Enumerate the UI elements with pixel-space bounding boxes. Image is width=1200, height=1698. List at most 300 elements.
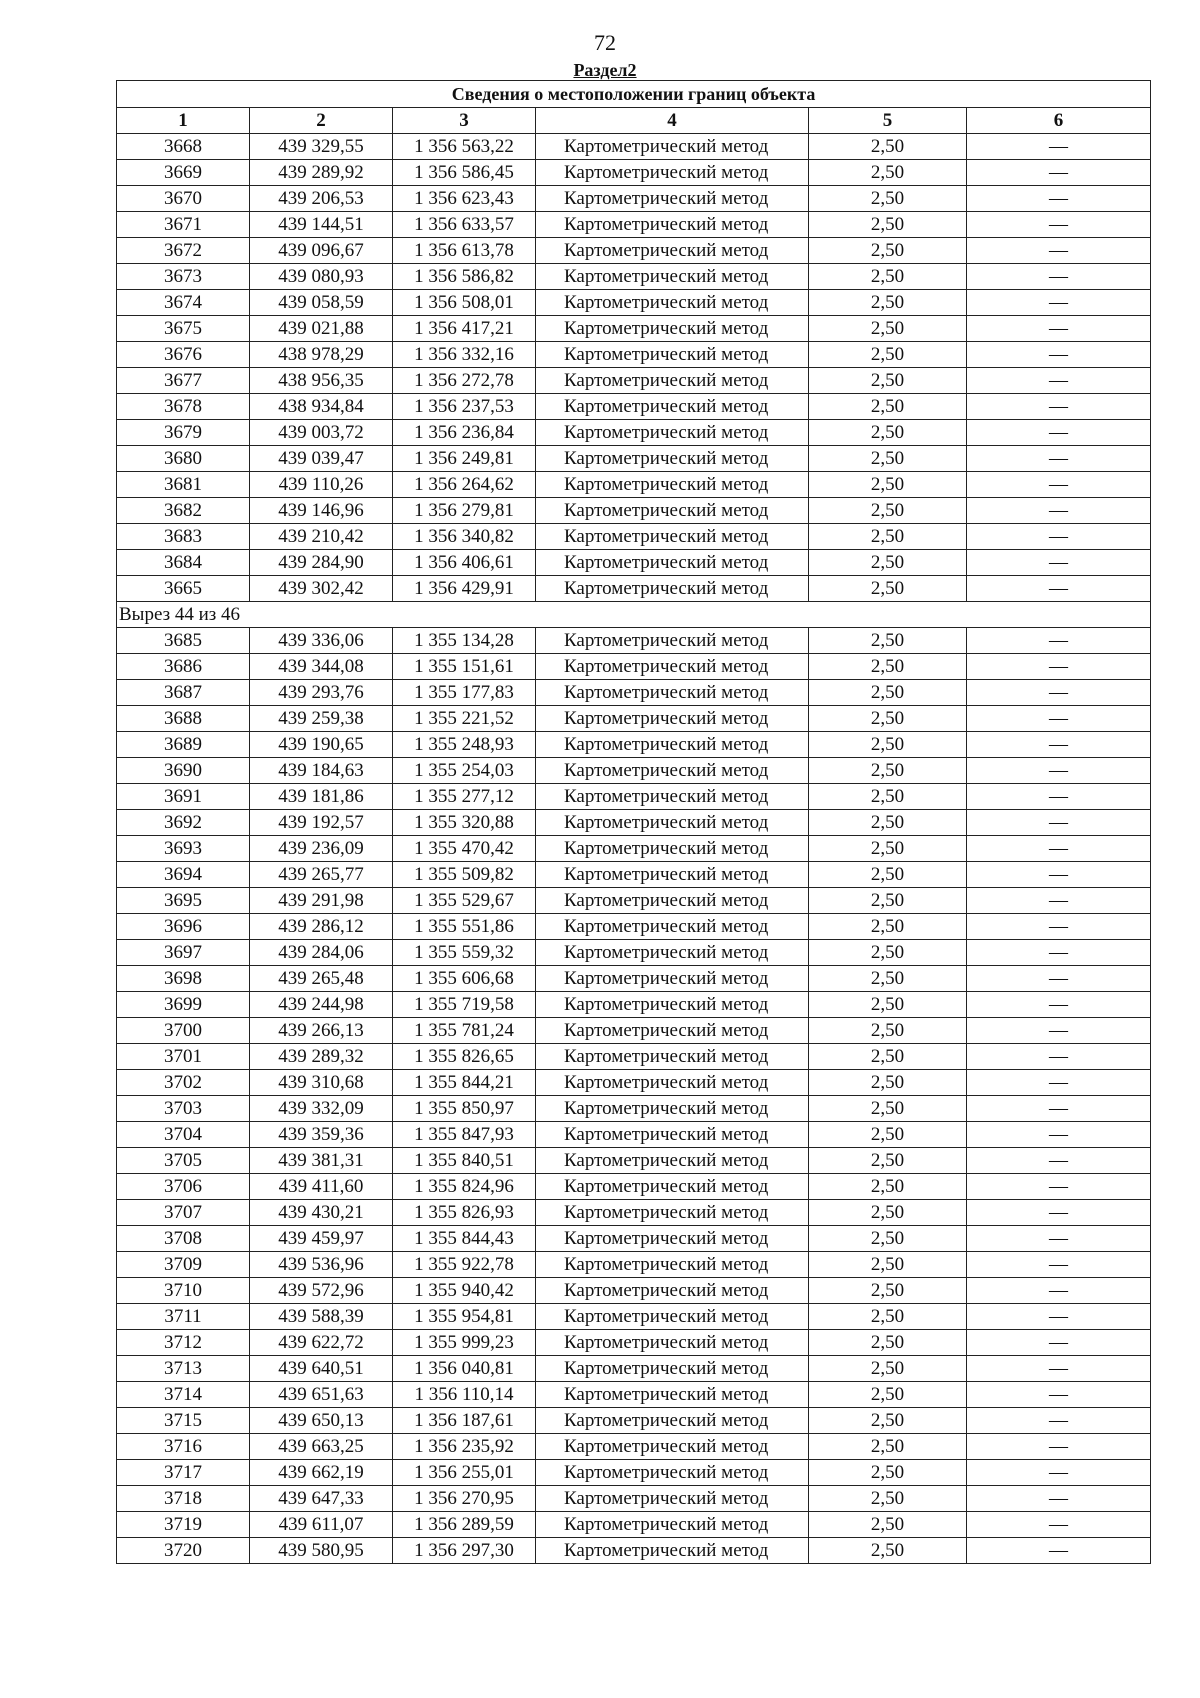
description-cell: [967, 758, 1151, 784]
page-number: 72: [594, 30, 616, 55]
description-cell: [967, 1018, 1151, 1044]
x-coordinate-cell: 439 265,48: [250, 966, 393, 992]
y-coordinate-cell: 1 355 320,88: [393, 810, 536, 836]
dash-mark: —: [1049, 1150, 1069, 1171]
table-row: [117, 1538, 1151, 1564]
point-number-cell: 3717: [117, 1460, 250, 1486]
table-row: [117, 628, 1151, 654]
accuracy-cell: 2,50: [809, 1304, 967, 1330]
description-cell: [967, 316, 1151, 342]
method-cell: Картометрический метод: [536, 654, 809, 680]
x-coordinate-cell: 439 536,96: [250, 1252, 393, 1278]
table-row: [117, 394, 1151, 420]
dash-mark: —: [1049, 292, 1069, 313]
dash-mark: —: [1049, 1202, 1069, 1223]
x-coordinate-cell: 439 359,36: [250, 1122, 393, 1148]
point-number-cell: 3671: [117, 212, 250, 238]
accuracy-cell: 2,50: [809, 680, 967, 706]
table-row: [117, 368, 1151, 394]
point-number-cell: 3704: [117, 1122, 250, 1148]
table-row: [117, 1434, 1151, 1460]
y-coordinate-cell: 1 356 270,95: [393, 1486, 536, 1512]
x-coordinate-cell: 439 190,65: [250, 732, 393, 758]
table-row: [117, 290, 1151, 316]
table-row: [117, 186, 1151, 212]
y-coordinate-cell: 1 355 840,51: [393, 1148, 536, 1174]
y-coordinate-cell: 1 355 606,68: [393, 966, 536, 992]
accuracy-cell: 2,50: [809, 134, 967, 160]
table-row: [117, 1018, 1151, 1044]
table-row: [117, 1226, 1151, 1252]
point-number-cell: 3690: [117, 758, 250, 784]
boundary-coordinates-table: [116, 80, 1151, 1564]
dash-mark: —: [1049, 344, 1069, 365]
dash-mark: —: [1049, 1514, 1069, 1535]
point-number-cell: 3685: [117, 628, 250, 654]
method-cell: Картометрический метод: [536, 1252, 809, 1278]
dash-mark: —: [1049, 396, 1069, 417]
description-cell: [967, 134, 1151, 160]
y-coordinate-cell: 1 355 844,43: [393, 1226, 536, 1252]
dash-mark: —: [1049, 1332, 1069, 1353]
accuracy-cell: 2,50: [809, 420, 967, 446]
accuracy-cell: 2,50: [809, 1460, 967, 1486]
table-row: [117, 1382, 1151, 1408]
x-coordinate-cell: 439 021,88: [250, 316, 393, 342]
accuracy-cell: 2,50: [809, 862, 967, 888]
x-coordinate-cell: 439 096,67: [250, 238, 393, 264]
point-number-cell: 3700: [117, 1018, 250, 1044]
x-coordinate-cell: 439 266,13: [250, 1018, 393, 1044]
table-row: [117, 680, 1151, 706]
accuracy-cell: 2,50: [809, 186, 967, 212]
point-number-cell: 3719: [117, 1512, 250, 1538]
description-cell: [967, 1122, 1151, 1148]
table-row: [117, 1330, 1151, 1356]
dash-mark: —: [1049, 240, 1069, 261]
x-coordinate-cell: 439 344,08: [250, 654, 393, 680]
point-number-cell: 3692: [117, 810, 250, 836]
description-cell: [967, 1304, 1151, 1330]
dash-mark: —: [1049, 474, 1069, 495]
dash-mark: —: [1049, 370, 1069, 391]
table-row: [117, 342, 1151, 368]
dash-mark: —: [1049, 1358, 1069, 1379]
point-number-cell: 3715: [117, 1408, 250, 1434]
dash-mark: —: [1049, 1410, 1069, 1431]
point-number-cell: 3677: [117, 368, 250, 394]
description-cell: [967, 628, 1151, 654]
accuracy-cell: 2,50: [809, 238, 967, 264]
y-coordinate-cell: 1 355 824,96: [393, 1174, 536, 1200]
x-coordinate-cell: 439 381,31: [250, 1148, 393, 1174]
description-cell: [967, 836, 1151, 862]
y-coordinate-cell: 1 355 781,24: [393, 1018, 536, 1044]
x-coordinate-cell: 439 662,19: [250, 1460, 393, 1486]
x-coordinate-cell: 438 934,84: [250, 394, 393, 420]
method-cell: Картометрический метод: [536, 810, 809, 836]
method-cell: Картометрический метод: [536, 1096, 809, 1122]
dash-mark: —: [1049, 214, 1069, 235]
method-cell: Картометрический метод: [536, 1148, 809, 1174]
y-coordinate-cell: 1 355 844,21: [393, 1070, 536, 1096]
x-coordinate-cell: 439 430,21: [250, 1200, 393, 1226]
accuracy-cell: 2,50: [809, 1148, 967, 1174]
description-cell: [967, 1252, 1151, 1278]
point-number-cell: 3665: [117, 576, 250, 602]
accuracy-cell: 2,50: [809, 1096, 967, 1122]
point-number-cell: 3676: [117, 342, 250, 368]
description-cell: [967, 238, 1151, 264]
method-cell: Картометрический метод: [536, 498, 809, 524]
x-coordinate-cell: 439 663,25: [250, 1434, 393, 1460]
y-coordinate-cell: 1 356 272,78: [393, 368, 536, 394]
y-coordinate-cell: 1 355 719,58: [393, 992, 536, 1018]
description-cell: [967, 498, 1151, 524]
accuracy-cell: 2,50: [809, 1174, 967, 1200]
table-row: [117, 1174, 1151, 1200]
description-cell: [967, 1382, 1151, 1408]
accuracy-cell: 2,50: [809, 212, 967, 238]
y-coordinate-cell: 1 356 187,61: [393, 1408, 536, 1434]
accuracy-cell: 2,50: [809, 1278, 967, 1304]
y-coordinate-cell: 1 356 237,53: [393, 394, 536, 420]
dash-mark: —: [1049, 318, 1069, 339]
table-caption-row: [117, 81, 1151, 108]
dash-mark: —: [1049, 994, 1069, 1015]
column-header: 1: [117, 108, 250, 134]
y-coordinate-cell: 1 356 110,14: [393, 1382, 536, 1408]
description-cell: [967, 472, 1151, 498]
description-cell: [967, 368, 1151, 394]
dash-mark: —: [1049, 968, 1069, 989]
description-cell: [967, 394, 1151, 420]
method-cell: Картометрический метод: [536, 1434, 809, 1460]
point-number-cell: 3693: [117, 836, 250, 862]
description-cell: [967, 1434, 1151, 1460]
method-cell: Картометрический метод: [536, 212, 809, 238]
description-cell: [967, 1070, 1151, 1096]
point-number-cell: 3698: [117, 966, 250, 992]
accuracy-cell: 2,50: [809, 342, 967, 368]
point-number-cell: 3702: [117, 1070, 250, 1096]
accuracy-cell: 2,50: [809, 524, 967, 550]
dash-mark: —: [1049, 162, 1069, 183]
x-coordinate-cell: 439 259,38: [250, 706, 393, 732]
point-number-cell: 3697: [117, 940, 250, 966]
x-coordinate-cell: 439 192,57: [250, 810, 393, 836]
description-cell: [967, 186, 1151, 212]
method-cell: Картометрический метод: [536, 1330, 809, 1356]
dash-mark: —: [1049, 1280, 1069, 1301]
method-cell: Картометрический метод: [536, 706, 809, 732]
method-cell: Картометрический метод: [536, 368, 809, 394]
table-row: [117, 472, 1151, 498]
description-cell: [967, 1486, 1151, 1512]
x-coordinate-cell: 439 588,39: [250, 1304, 393, 1330]
y-coordinate-cell: 1 356 586,45: [393, 160, 536, 186]
description-cell: [967, 1096, 1151, 1122]
dash-mark: —: [1049, 552, 1069, 573]
table-row: [117, 1148, 1151, 1174]
x-coordinate-cell: 439 329,55: [250, 134, 393, 160]
y-coordinate-cell: 1 355 470,42: [393, 836, 536, 862]
table-row: [117, 706, 1151, 732]
y-coordinate-cell: 1 356 429,91: [393, 576, 536, 602]
method-cell: Картометрический метод: [536, 238, 809, 264]
method-cell: Картометрический метод: [536, 914, 809, 940]
table-row: [117, 446, 1151, 472]
description-cell: [967, 1226, 1151, 1252]
column-header: 4: [536, 108, 809, 134]
table-row: [117, 966, 1151, 992]
table-row: [117, 810, 1151, 836]
point-number-cell: 3691: [117, 784, 250, 810]
accuracy-cell: 2,50: [809, 836, 967, 862]
description-cell: [967, 1174, 1151, 1200]
description-cell: [967, 966, 1151, 992]
table-row: [117, 1460, 1151, 1486]
x-coordinate-cell: 439 284,06: [250, 940, 393, 966]
point-number-cell: 3674: [117, 290, 250, 316]
x-coordinate-cell: 439 622,72: [250, 1330, 393, 1356]
method-cell: Картометрический метод: [536, 446, 809, 472]
accuracy-cell: 2,50: [809, 1486, 967, 1512]
method-cell: Картометрический метод: [536, 966, 809, 992]
accuracy-cell: 2,50: [809, 992, 967, 1018]
accuracy-cell: 2,50: [809, 706, 967, 732]
accuracy-cell: 2,50: [809, 446, 967, 472]
dash-mark: —: [1049, 1020, 1069, 1041]
method-cell: Картометрический метод: [536, 1460, 809, 1486]
x-coordinate-cell: 439 284,90: [250, 550, 393, 576]
point-number-cell: 3706: [117, 1174, 250, 1200]
description-cell: [967, 1538, 1151, 1564]
x-coordinate-cell: 439 058,59: [250, 290, 393, 316]
point-number-cell: 3669: [117, 160, 250, 186]
y-coordinate-cell: 1 356 264,62: [393, 472, 536, 498]
table-row: [117, 212, 1151, 238]
method-cell: Картометрический метод: [536, 420, 809, 446]
method-cell: Картометрический метод: [536, 550, 809, 576]
y-coordinate-cell: 1 356 613,78: [393, 238, 536, 264]
method-cell: Картометрический метод: [536, 784, 809, 810]
method-cell: Картометрический метод: [536, 680, 809, 706]
point-number-cell: 3686: [117, 654, 250, 680]
point-number-cell: 3696: [117, 914, 250, 940]
description-cell: [967, 550, 1151, 576]
point-number-cell: 3712: [117, 1330, 250, 1356]
description-cell: [967, 992, 1151, 1018]
point-number-cell: 3668: [117, 134, 250, 160]
method-cell: Картометрический метод: [536, 628, 809, 654]
method-cell: Картометрический метод: [536, 732, 809, 758]
dash-mark: —: [1049, 682, 1069, 703]
method-cell: Картометрический метод: [536, 160, 809, 186]
method-cell: Картометрический метод: [536, 342, 809, 368]
point-number-cell: 3672: [117, 238, 250, 264]
method-cell: Картометрический метод: [536, 394, 809, 420]
method-cell: Картометрический метод: [536, 472, 809, 498]
dash-mark: —: [1049, 448, 1069, 469]
description-cell: [967, 342, 1151, 368]
y-coordinate-cell: 1 356 236,84: [393, 420, 536, 446]
y-coordinate-cell: 1 356 623,43: [393, 186, 536, 212]
method-cell: Картометрический метод: [536, 1512, 809, 1538]
accuracy-cell: 2,50: [809, 732, 967, 758]
description-cell: [967, 810, 1151, 836]
x-coordinate-cell: 439 291,98: [250, 888, 393, 914]
table-body: [117, 134, 1151, 1564]
y-coordinate-cell: 1 355 826,93: [393, 1200, 536, 1226]
x-coordinate-cell: 439 310,68: [250, 1070, 393, 1096]
x-coordinate-cell: 439 244,98: [250, 992, 393, 1018]
table-row: [117, 732, 1151, 758]
x-coordinate-cell: 439 411,60: [250, 1174, 393, 1200]
y-coordinate-cell: 1 355 277,12: [393, 784, 536, 810]
dash-mark: —: [1049, 942, 1069, 963]
accuracy-cell: 2,50: [809, 394, 967, 420]
accuracy-cell: 2,50: [809, 576, 967, 602]
method-cell: Картометрический метод: [536, 1356, 809, 1382]
description-cell: [967, 446, 1151, 472]
accuracy-cell: 2,50: [809, 888, 967, 914]
table-row: [117, 498, 1151, 524]
table-row: [117, 758, 1151, 784]
table-row: [117, 1044, 1151, 1070]
accuracy-cell: 2,50: [809, 966, 967, 992]
dash-mark: —: [1049, 500, 1069, 521]
y-coordinate-cell: 1 356 040,81: [393, 1356, 536, 1382]
dash-mark: —: [1049, 1046, 1069, 1067]
x-coordinate-cell: 439 003,72: [250, 420, 393, 446]
y-coordinate-cell: 1 356 279,81: [393, 498, 536, 524]
y-coordinate-cell: 1 356 417,21: [393, 316, 536, 342]
description-cell: [967, 576, 1151, 602]
method-cell: Картометрический метод: [536, 1538, 809, 1564]
accuracy-cell: 2,50: [809, 1070, 967, 1096]
accuracy-cell: 2,50: [809, 290, 967, 316]
dash-mark: —: [1049, 1176, 1069, 1197]
table-row: [117, 264, 1151, 290]
method-cell: Картометрический метод: [536, 836, 809, 862]
description-cell: [967, 940, 1151, 966]
accuracy-cell: 2,50: [809, 1018, 967, 1044]
point-number-cell: 3701: [117, 1044, 250, 1070]
x-coordinate-cell: 439 289,92: [250, 160, 393, 186]
y-coordinate-cell: 1 355 847,93: [393, 1122, 536, 1148]
dash-mark: —: [1049, 656, 1069, 677]
x-coordinate-cell: 439 647,33: [250, 1486, 393, 1512]
dash-mark: —: [1049, 760, 1069, 781]
description-cell: [967, 1278, 1151, 1304]
x-coordinate-cell: 439 640,51: [250, 1356, 393, 1382]
point-number-cell: 3679: [117, 420, 250, 446]
point-number-cell: 3718: [117, 1486, 250, 1512]
dash-mark: —: [1049, 1488, 1069, 1509]
dash-mark: —: [1049, 188, 1069, 209]
description-cell: [967, 784, 1151, 810]
x-coordinate-cell: 439 651,63: [250, 1382, 393, 1408]
point-number-cell: 3709: [117, 1252, 250, 1278]
method-cell: Картометрический метод: [536, 186, 809, 212]
description-cell: [967, 160, 1151, 186]
point-number-cell: 3682: [117, 498, 250, 524]
point-number-cell: 3688: [117, 706, 250, 732]
method-cell: Картометрический метод: [536, 1382, 809, 1408]
method-cell: Картометрический метод: [536, 264, 809, 290]
description-cell: [967, 732, 1151, 758]
table-caption: Сведения о местоположении границ объекта: [117, 81, 1151, 108]
y-coordinate-cell: 1 355 248,93: [393, 732, 536, 758]
method-cell: Картометрический метод: [536, 758, 809, 784]
method-cell: Картометрический метод: [536, 1408, 809, 1434]
accuracy-cell: 2,50: [809, 1434, 967, 1460]
dash-mark: —: [1049, 630, 1069, 651]
method-cell: Картометрический метод: [536, 992, 809, 1018]
y-coordinate-cell: 1 355 826,65: [393, 1044, 536, 1070]
method-cell: Картометрический метод: [536, 1486, 809, 1512]
table-row: [117, 1252, 1151, 1278]
dash-mark: —: [1049, 734, 1069, 755]
x-coordinate-cell: 438 956,35: [250, 368, 393, 394]
dash-mark: —: [1049, 1462, 1069, 1483]
accuracy-cell: 2,50: [809, 1122, 967, 1148]
x-coordinate-cell: 439 302,42: [250, 576, 393, 602]
table-row: [117, 1512, 1151, 1538]
description-cell: [967, 862, 1151, 888]
dash-mark: —: [1049, 1306, 1069, 1327]
point-number-cell: 3694: [117, 862, 250, 888]
y-coordinate-cell: 1 355 922,78: [393, 1252, 536, 1278]
method-cell: Картометрический метод: [536, 1070, 809, 1096]
table-row: [117, 1486, 1151, 1512]
table-row: [117, 1200, 1151, 1226]
y-coordinate-cell: 1 355 221,52: [393, 706, 536, 732]
table-row: [117, 940, 1151, 966]
table-row: [117, 1122, 1151, 1148]
table-row: [117, 1096, 1151, 1122]
table-row: [117, 160, 1151, 186]
point-number-cell: 3670: [117, 186, 250, 212]
point-number-cell: 3699: [117, 992, 250, 1018]
dash-mark: —: [1049, 838, 1069, 859]
y-coordinate-cell: 1 355 559,32: [393, 940, 536, 966]
accuracy-cell: 2,50: [809, 1252, 967, 1278]
table-row: [117, 888, 1151, 914]
y-coordinate-cell: 1 356 255,01: [393, 1460, 536, 1486]
point-number-cell: 3710: [117, 1278, 250, 1304]
x-coordinate-cell: 439 572,96: [250, 1278, 393, 1304]
table-row: [117, 576, 1151, 602]
x-coordinate-cell: 439 459,97: [250, 1226, 393, 1252]
group-label-row: [117, 602, 1151, 628]
y-coordinate-cell: 1 356 340,82: [393, 524, 536, 550]
x-coordinate-cell: 439 184,63: [250, 758, 393, 784]
dash-mark: —: [1049, 812, 1069, 833]
accuracy-cell: 2,50: [809, 628, 967, 654]
method-cell: Картометрический метод: [536, 290, 809, 316]
x-coordinate-cell: 439 289,32: [250, 1044, 393, 1070]
y-coordinate-cell: 1 355 954,81: [393, 1304, 536, 1330]
x-coordinate-cell: 439 286,12: [250, 914, 393, 940]
accuracy-cell: 2,50: [809, 1200, 967, 1226]
y-coordinate-cell: 1 356 289,59: [393, 1512, 536, 1538]
dash-mark: —: [1049, 864, 1069, 885]
accuracy-cell: 2,50: [809, 264, 967, 290]
accuracy-cell: 2,50: [809, 550, 967, 576]
x-coordinate-cell: 439 265,77: [250, 862, 393, 888]
